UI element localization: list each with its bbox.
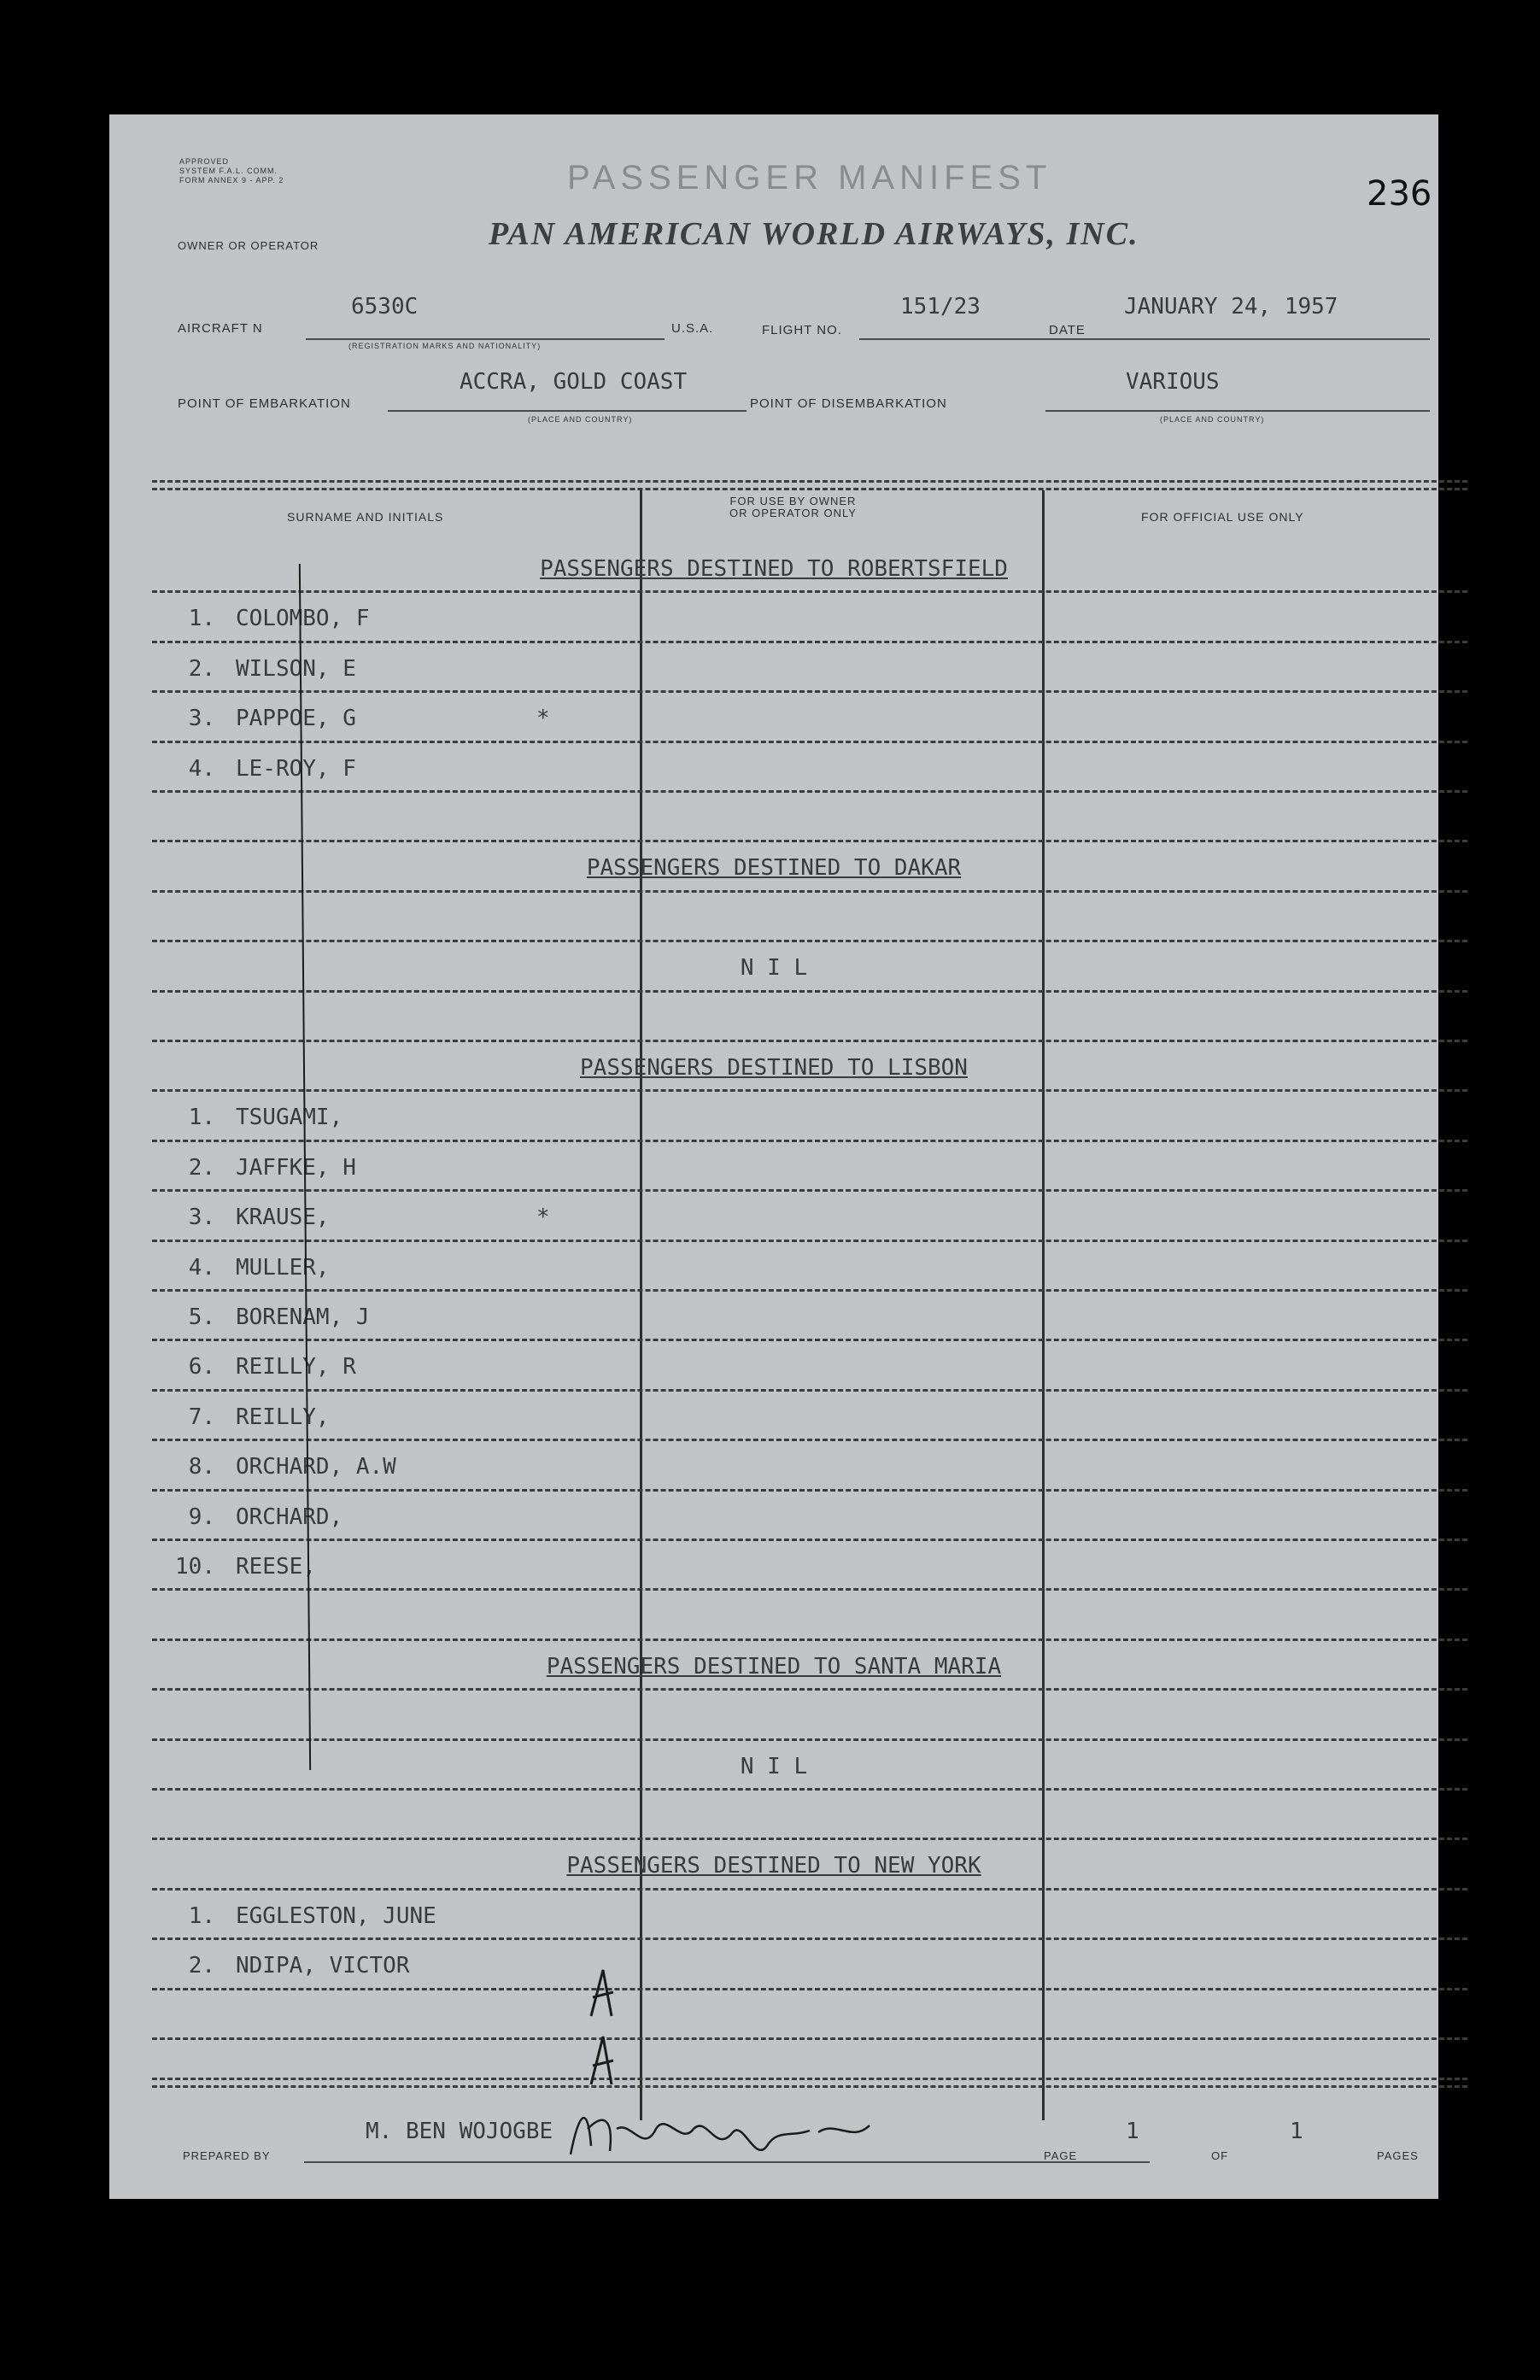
pages-label: PAGES bbox=[1377, 2149, 1419, 2162]
flight-label: FLIGHT NO. bbox=[762, 323, 842, 337]
of-value: 1 bbox=[1290, 2119, 1303, 2144]
row-rule bbox=[152, 1189, 1467, 1192]
embark-label: POINT OF EMBARKATION bbox=[178, 396, 351, 411]
aircraft-value: 6530C bbox=[351, 294, 419, 319]
column-owner-line-1: FOR USE BY OWNER bbox=[729, 495, 857, 507]
passenger-number: 4. bbox=[188, 1254, 215, 1281]
passenger-name: LE-ROY, F bbox=[236, 755, 356, 782]
row-rule bbox=[152, 1788, 1467, 1791]
passenger-name: ORCHARD, A.W bbox=[236, 1454, 396, 1480]
date-label: DATE bbox=[1049, 323, 1086, 337]
row-rule bbox=[152, 1888, 1467, 1891]
row-rule bbox=[152, 1638, 1467, 1641]
row-rule bbox=[152, 641, 1467, 643]
approval-stamp bbox=[179, 157, 284, 185]
row-rule bbox=[152, 1688, 1467, 1691]
section-header: PASSENGERS DESTINED TO SANTA MARIA bbox=[546, 1653, 1002, 1679]
row-rule bbox=[152, 1539, 1467, 1541]
row-rule bbox=[152, 790, 1467, 793]
registration-note: (REGISTRATION MARKS AND NATIONALITY) bbox=[348, 342, 542, 350]
row-rule bbox=[152, 840, 1467, 842]
passenger-name: JAFFKE, H bbox=[236, 1154, 356, 1181]
passenger-name: COLOMBO, F bbox=[236, 606, 370, 632]
prepared-label: PREPARED BY bbox=[183, 2149, 271, 2162]
passenger-mark: * bbox=[536, 706, 550, 732]
owner-label: OWNER OR OPERATOR bbox=[178, 239, 319, 252]
passenger-name: ORCHARD, bbox=[236, 1504, 343, 1530]
row-rule bbox=[152, 1588, 1467, 1591]
signature bbox=[562, 2095, 938, 2172]
row-rule bbox=[152, 2037, 1467, 2040]
row-rule bbox=[152, 1289, 1467, 1292]
passenger-name: TSUGAMI, bbox=[236, 1105, 343, 1131]
row-rule bbox=[152, 1738, 1467, 1741]
section-header: PASSENGERS DESTINED TO DAKAR bbox=[586, 855, 962, 882]
passenger-number: 2. bbox=[188, 1953, 215, 1979]
passenger-name: BORENAM, J bbox=[236, 1304, 370, 1330]
disembark-note: (PLACE AND COUNTRY) bbox=[1160, 415, 1265, 424]
column-owner-line-2: OR OPERATOR ONLY bbox=[729, 507, 857, 519]
passenger-number: 2. bbox=[188, 655, 215, 682]
section-header: PASSENGERS DESTINED TO LISBON bbox=[580, 1055, 968, 1081]
section-header: PASSENGERS DESTINED TO NEW YORK bbox=[566, 1853, 981, 1879]
row-rule bbox=[152, 1339, 1467, 1341]
passenger-number: 7. bbox=[188, 1404, 215, 1430]
row-rule bbox=[152, 1937, 1467, 1940]
row-rule bbox=[152, 1089, 1467, 1092]
manifest-sheet bbox=[109, 114, 1438, 2199]
section-header: PASSENGERS DESTINED TO ROBERTSFIELD bbox=[540, 556, 1008, 582]
passenger-number: 6. bbox=[188, 1354, 215, 1381]
column-owner-use bbox=[729, 495, 857, 519]
passenger-name: REILLY, R bbox=[236, 1354, 356, 1381]
column-surname: SURNAME AND INITIALS bbox=[287, 510, 444, 524]
nil-marker: N I L bbox=[740, 1753, 808, 1779]
row-rule bbox=[152, 1140, 1467, 1142]
row-rule bbox=[152, 890, 1467, 893]
page-number-stamp: 236 bbox=[1367, 174, 1432, 214]
row-rule bbox=[152, 1389, 1467, 1392]
row-rule bbox=[152, 741, 1467, 743]
approval-line-2: SYSTEM F.A.L. COMM. bbox=[179, 167, 278, 175]
row-rule bbox=[152, 1489, 1467, 1492]
passenger-name: KRAUSE, bbox=[236, 1205, 330, 1231]
of-label: OF bbox=[1211, 2149, 1229, 2162]
passenger-number: 1. bbox=[188, 1902, 215, 1929]
page-label: PAGE bbox=[1044, 2149, 1078, 2162]
column-official: FOR OFFICIAL USE ONLY bbox=[1141, 510, 1304, 524]
passenger-name: EGGLESTON, JUNE bbox=[236, 1902, 436, 1929]
embark-note: (PLACE AND COUNTRY) bbox=[528, 415, 633, 424]
passenger-number: 4. bbox=[188, 755, 215, 782]
approval-line-3: FORM ANNEX 9 - APP. 2 bbox=[179, 176, 284, 185]
passenger-number: 2. bbox=[188, 1154, 215, 1181]
row-rule bbox=[152, 690, 1467, 693]
page-value: 1 bbox=[1126, 2119, 1139, 2144]
row-rule bbox=[152, 940, 1467, 942]
row-rule bbox=[152, 990, 1467, 993]
company-name: PAN AMERICAN WORLD AIRWAYS, INC. bbox=[489, 216, 1139, 252]
disembark-label: POINT OF DISEMBARKATION bbox=[750, 396, 947, 411]
nil-marker: N I L bbox=[740, 955, 808, 982]
row-rule bbox=[152, 1040, 1467, 1042]
passenger-name: REILLY, bbox=[236, 1404, 330, 1430]
passenger-name: PAPPOE, G bbox=[236, 706, 356, 732]
date-value: JANUARY 24, 1957 bbox=[1124, 294, 1338, 319]
disembark-value: VARIOUS bbox=[1126, 369, 1220, 395]
passenger-number: 1. bbox=[188, 1105, 215, 1131]
row-rule bbox=[152, 1838, 1467, 1840]
passenger-number: 3. bbox=[188, 1205, 215, 1231]
prepared-by-value: M. BEN WOJOGBE bbox=[366, 2119, 553, 2144]
passenger-number: 5. bbox=[188, 1304, 215, 1330]
row-rule bbox=[152, 1240, 1467, 1242]
passenger-name: MULLER, bbox=[236, 1254, 330, 1281]
aircraft-label: AIRCRAFT N bbox=[178, 321, 263, 336]
passenger-number: 1. bbox=[188, 606, 215, 632]
embark-value: ACCRA, GOLD COAST bbox=[460, 369, 688, 395]
passenger-name: NDIPA, VICTOR bbox=[236, 1953, 410, 1979]
form-title: PASSENGER MANIFEST bbox=[567, 159, 1052, 196]
flight-number: 151/23 bbox=[900, 294, 981, 319]
passenger-number: 3. bbox=[188, 706, 215, 732]
row-rule bbox=[152, 590, 1467, 593]
passenger-number: 10. bbox=[175, 1554, 215, 1580]
approval-line-1: APPROVED bbox=[179, 157, 230, 166]
passenger-number: 8. bbox=[188, 1454, 215, 1480]
handwritten-marks bbox=[584, 1967, 622, 2095]
passenger-mark: * bbox=[536, 1205, 550, 1231]
passenger-name: REESE, bbox=[236, 1554, 316, 1580]
usa-label: U.S.A. bbox=[671, 321, 714, 336]
passenger-name: WILSON, E bbox=[236, 655, 356, 682]
row-rule bbox=[152, 1439, 1467, 1441]
passenger-number: 9. bbox=[188, 1504, 215, 1530]
row-rule bbox=[152, 1988, 1467, 1990]
